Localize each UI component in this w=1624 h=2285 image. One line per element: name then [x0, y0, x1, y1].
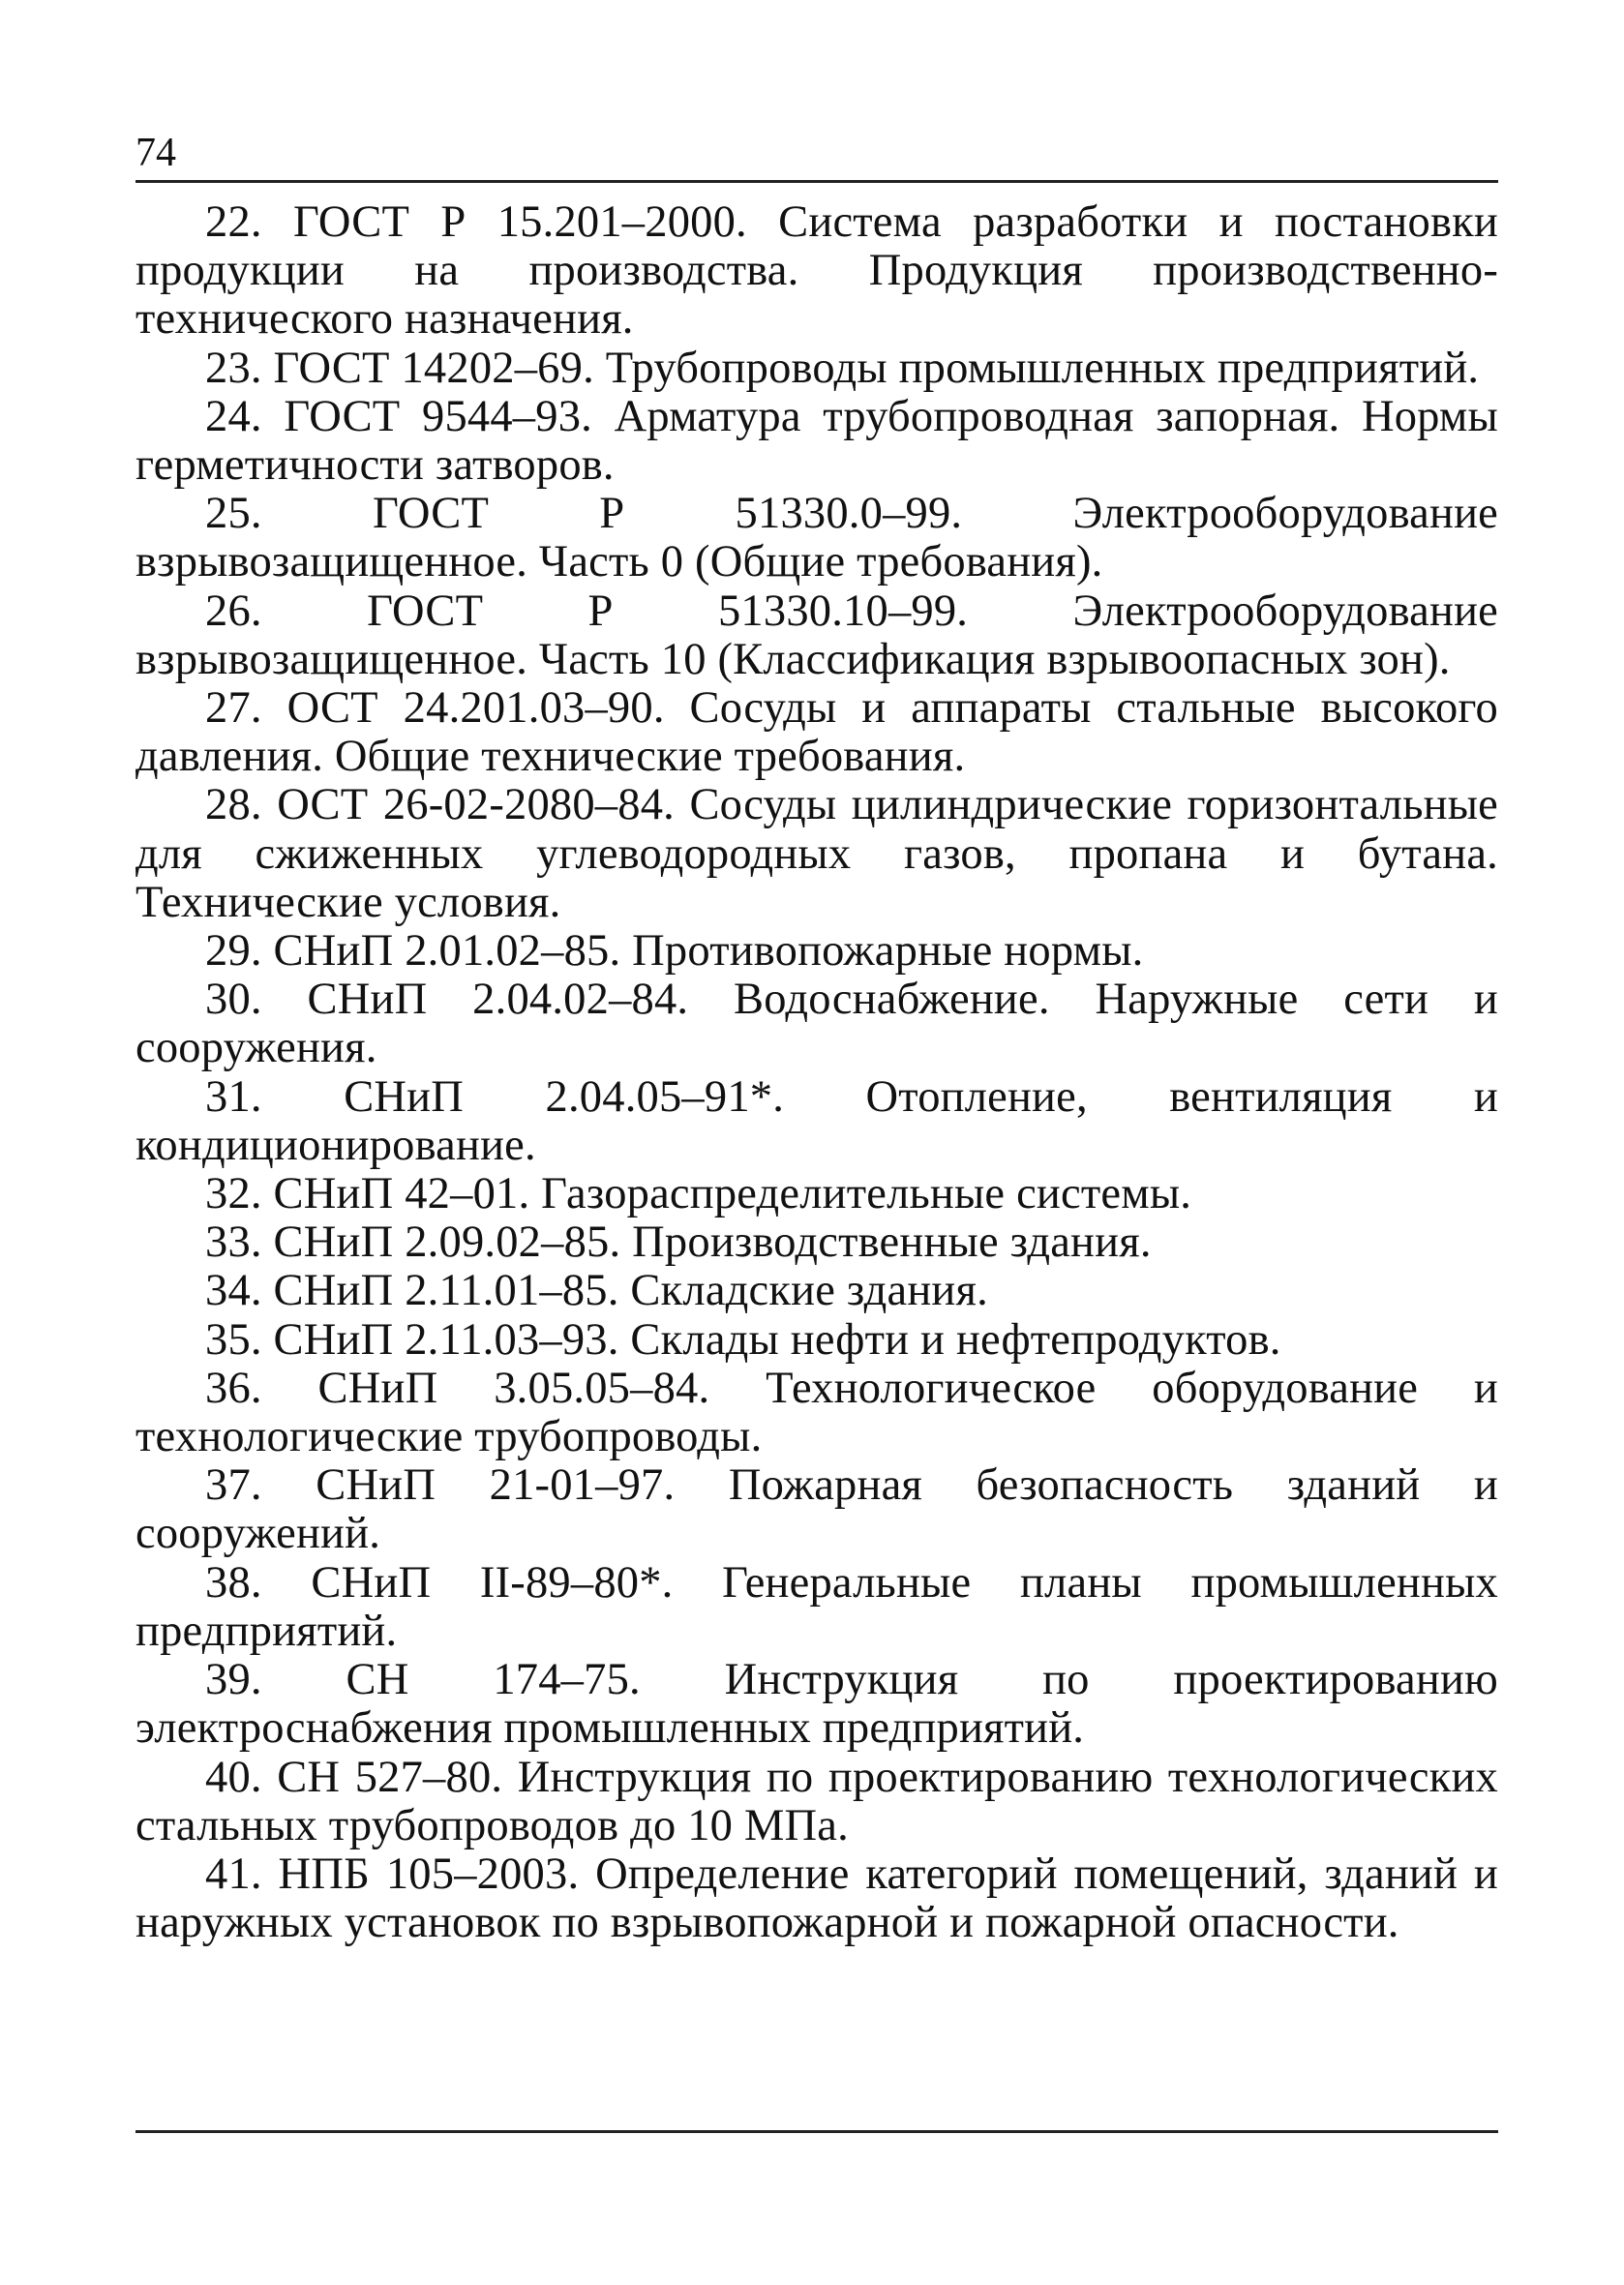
reference-item: 41. НПБ 105–2003. Определение категорий помещений, зданий и наружных установок по взрывопожарной и пожарной опасности.	[135, 1849, 1498, 1948]
reference-item: 38. СНиП II-89–80*. Генеральные планы промышленных предприятий.	[135, 1557, 1498, 1656]
reference-item: 24. ГОСТ 9544–93. Арматура трубопроводная запорная. Нормы герметичности затворов.	[135, 391, 1498, 491]
reference-item: 33. СНиП 2.09.02–85. Производственные здания.	[205, 1218, 1152, 1268]
reference-item: 31. СНиП 2.04.05–91*. Отопление, вентиляция и кондиционирование.	[135, 1071, 1498, 1170]
reference-item: 23. ГОСТ 14202–69. Трубопроводы промышленных предприятий.	[205, 343, 1480, 393]
reference-item: 26. ГОСТ Р 51330.10–99. Электрооборудование взрывозащищенное. Часть 10 (Классификация взрывоопасных зон).	[135, 586, 1498, 684]
reference-item: 37. СНиП 21-01–97. Пожарная безопасность зданий и сооружений.	[135, 1460, 1498, 1559]
reference-item: 30. СНиП 2.04.02–84. Водоснабжение. Наружные сети и сооружения.	[135, 975, 1498, 1073]
reference-item: 22. ГОСТ Р 15.201–2000. Система разработки и постановки продукции на производства. Продукция производственно-технического назначения.	[135, 197, 1498, 345]
reference-item: 34. СНиП 2.11.01–85. Складские здания.	[205, 1266, 988, 1316]
footer-rule	[135, 2130, 1498, 2133]
reference-item: 29. СНиП 2.01.02–85. Противопожарные нормы.	[205, 926, 1144, 977]
reference-item: 25. ГОСТ Р 51330.0–99. Электрооборудование взрывозащищенное. Часть 0 (Общие требования).	[135, 489, 1498, 587]
page-number: 74	[135, 131, 176, 175]
reference-item: 35. СНиП 2.11.03–93. Склады нефти и нефтепродуктов.	[205, 1314, 1281, 1365]
reference-item: 39. СН 174–75. Инструкция по проектированию электроснабжения промышленных предприятий.	[135, 1655, 1498, 1754]
reference-list	[135, 198, 1498, 1947]
reference-item: 32. СНиП 42–01. Газораспределительные системы.	[205, 1169, 1192, 1219]
reference-item: 36. СНиП 3.05.05–84. Технологическое оборудование и технологические трубопроводы.	[135, 1363, 1498, 1462]
reference-item: 27. ОСТ 24.201.03–90. Сосуды и аппараты стальные высокого давления. Общие технические требования.	[135, 683, 1498, 782]
header-rule	[135, 180, 1498, 183]
reference-item: 40. СН 527–80. Инструкция по проектированию технологических стальных трубопроводов до 10 МПа.	[135, 1752, 1498, 1850]
reference-item: 28. ОСТ 26-02-2080–84. Сосуды цилиндрические горизонтальные для сжиженных углеводородных газов, пропана и бутана. Технические условия.	[135, 780, 1498, 927]
